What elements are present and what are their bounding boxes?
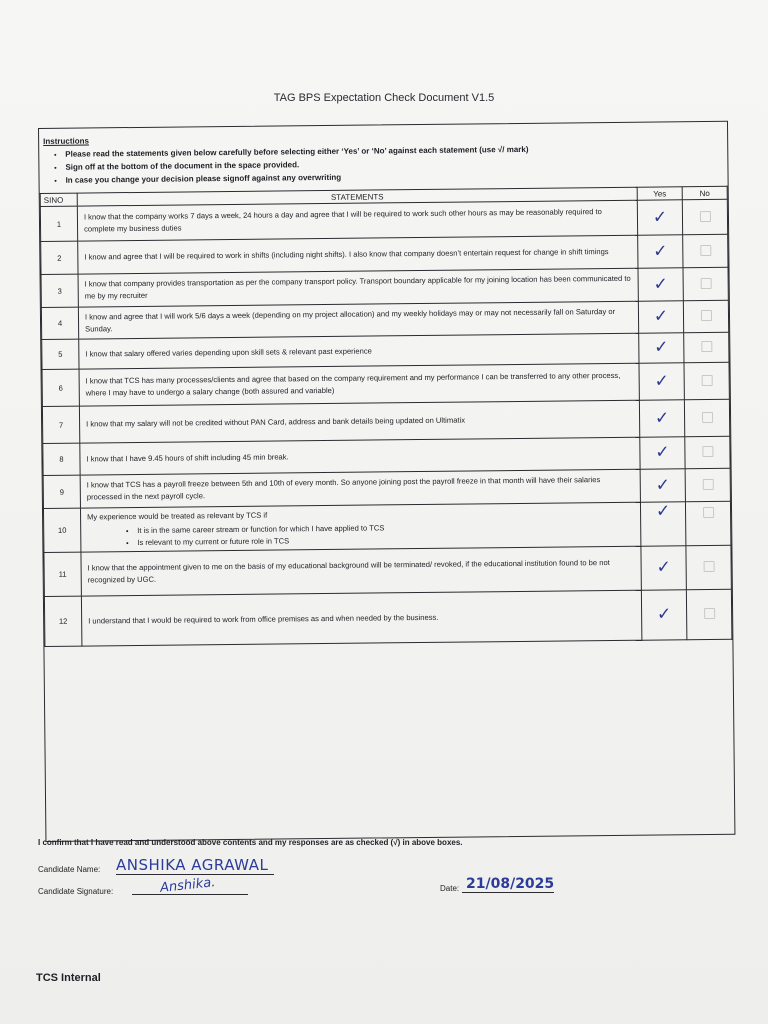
check-mark-icon: ✓: [655, 501, 671, 522]
yes-cell[interactable]: [641, 546, 686, 590]
row-statement: I know that I have 9.45 hours of shift including 45 min break.: [80, 437, 640, 475]
no-cell[interactable]: [684, 332, 729, 362]
list-item: • Is relevant to my current or future role in TCS: [137, 531, 634, 548]
no-cell[interactable]: [683, 300, 728, 332]
checkbox-icon: [700, 244, 711, 255]
row-sino: 1: [40, 206, 77, 241]
column-header-sino: SINO: [40, 193, 77, 206]
checkbox-icon: [700, 310, 711, 321]
row-statement: My experience would be treated as relevant by TCS if: [87, 510, 268, 522]
yes-cell[interactable]: [638, 268, 683, 301]
instructions-heading: Instructions: [43, 136, 89, 146]
no-cell[interactable]: [682, 199, 727, 234]
checkbox-icon: [699, 210, 710, 221]
candidate-name-field[interactable]: ANSHIKA AGRAWAL: [116, 856, 274, 875]
checkbox-icon: [702, 446, 713, 457]
table-row: [44, 545, 731, 596]
candidate-signature-label: Candidate Signature:: [38, 887, 114, 896]
checkbox-icon: [702, 411, 713, 422]
row-sino: 7: [42, 406, 79, 443]
no-cell[interactable]: [684, 362, 729, 399]
check-mark-icon: ✓: [654, 370, 669, 392]
row-sino: 2: [41, 241, 78, 274]
row-statement: I know that company provides transportation as per the company transport policy. Transport boundary applicable for my joining location has been communicated to me by my recruiter: [78, 268, 638, 307]
checkbox-icon: [701, 341, 712, 352]
yes-cell[interactable]: [638, 301, 683, 333]
no-cell[interactable]: [685, 436, 730, 468]
row-statement: I know that the company works 7 days a week, 24 hours a day and agree that I will be required to work such other hours as may be reasonably required to complete my business duties: [77, 200, 637, 241]
column-header-no: No: [682, 186, 727, 199]
no-cell[interactable]: [683, 234, 728, 267]
row-sino: 10: [43, 508, 80, 552]
yes-cell[interactable]: [639, 333, 684, 363]
yes-cell[interactable]: [640, 469, 685, 502]
candidate-signature[interactable]: Anshika.: [159, 875, 217, 896]
confirmation-statement: I confirm that I have read and understood above contents and my responses are as checked (√) in above boxes.: [38, 838, 463, 847]
yes-cell[interactable]: [638, 235, 683, 268]
row-statement: I know and agree that I will work 5/6 days a week (depending on my project allocation) and my weekly holidays may or may not necessarily fall on Saturday or Sunday.: [78, 301, 638, 339]
check-mark-icon: ✓: [653, 273, 668, 295]
row-statement: I know that my salary will not be credited without PAN Card, address and bank details being updated on Ultimatix: [79, 400, 639, 443]
check-mark-icon: ✓: [656, 604, 672, 625]
yes-cell[interactable]: [639, 400, 684, 437]
row-statement: I know that the appointment given to me on the basis of my educational background will be terminated/ revoked, if the educational institution found to be not recognized by UGC.: [81, 546, 641, 596]
form-frame: [38, 121, 735, 842]
instructions-block: [43, 128, 724, 187]
checkbox-icon: [704, 608, 715, 619]
row-sino: 11: [44, 552, 81, 596]
statements-body: [40, 199, 732, 646]
no-cell[interactable]: [686, 589, 732, 639]
check-mark-icon: ✓: [652, 206, 668, 228]
row-sino: 9: [43, 475, 80, 508]
check-mark-icon: ✓: [656, 557, 671, 578]
yes-cell[interactable]: [641, 590, 687, 640]
check-mark-icon: ✓: [653, 240, 668, 262]
document-title: TAG BPS Expectation Check Document V1.5: [273, 92, 495, 104]
row-sino: 4: [41, 307, 78, 339]
row-sino: 5: [42, 339, 79, 369]
date-line: [462, 892, 554, 893]
classification-footer: TCS Internal: [36, 972, 101, 984]
statements-table: [40, 186, 733, 647]
relevance-conditions-list: [87, 519, 634, 549]
column-header-yes: Yes: [637, 187, 682, 200]
yes-cell[interactable]: [640, 502, 685, 546]
signature-line: [132, 894, 248, 895]
check-mark-icon: ✓: [654, 337, 669, 358]
row-statement: I know and agree that I will be required to work in shifts (including night shifts). I also know that company doesn’t entertain request for change in shift timings: [78, 235, 638, 274]
date-label: Date:: [440, 884, 460, 893]
yes-cell[interactable]: [640, 437, 685, 469]
checkbox-icon: [703, 561, 714, 572]
date-field[interactable]: 21/08/2025: [466, 876, 555, 892]
row-statement-with-list: [80, 502, 640, 552]
row-statement: I know that salary offered varies depending upon skill sets & relevant past experience: [79, 333, 639, 369]
row-sino: 3: [41, 274, 78, 307]
checkbox-icon: [703, 507, 714, 518]
checkbox-icon: [700, 277, 711, 288]
row-statement: I understand that I would be required to work from office premises as and when needed by the business.: [81, 590, 641, 646]
list-item: • It is in the same career stream or function for which I have applied to TCS: [137, 519, 634, 536]
checkbox-icon: [701, 374, 712, 385]
check-mark-icon: ✓: [655, 474, 671, 496]
no-cell[interactable]: [685, 501, 730, 545]
candidate-name-label: Candidate Name:: [38, 865, 101, 874]
row-sino: 12: [44, 596, 82, 646]
instructions-list: [43, 141, 723, 187]
yes-cell[interactable]: [639, 363, 684, 400]
column-header-statements: STATEMENTS: [77, 187, 637, 206]
table-row: [43, 501, 730, 552]
no-cell[interactable]: [686, 545, 731, 589]
no-cell[interactable]: [683, 267, 728, 300]
row-statement: I know that TCS has a payroll freeze between 5th and 10th of every month. So anyone joining post the payroll freeze in that month will have their salaries processed in the next payroll cycle.: [80, 469, 640, 508]
yes-cell[interactable]: [637, 200, 682, 235]
no-cell[interactable]: [684, 399, 729, 436]
checkbox-icon: [702, 478, 713, 489]
row-sino: 6: [42, 369, 79, 406]
check-mark-icon: ✓: [653, 306, 669, 327]
instruction-item: • In case you change your decision please signoff against any overwriting: [65, 167, 723, 187]
instruction-item: • Sign off at the bottom of the document in the space provided.: [65, 154, 723, 174]
instruction-item: • Please read the statements given below carefully before selecting either ‘Yes’ or ‘No’ against each statement (use √/ mark): [65, 141, 723, 161]
check-mark-icon: ✓: [655, 442, 670, 463]
no-cell[interactable]: [685, 468, 730, 501]
check-mark-icon: ✓: [654, 407, 670, 429]
row-statement: I know that TCS has many processes/clients and agree that based on the company requirement and my performance I can be transferred to any other process, where I may have to undergo a salary change (both assured and variable): [79, 363, 639, 406]
row-sino: 8: [43, 443, 80, 475]
table-row: [44, 589, 731, 646]
